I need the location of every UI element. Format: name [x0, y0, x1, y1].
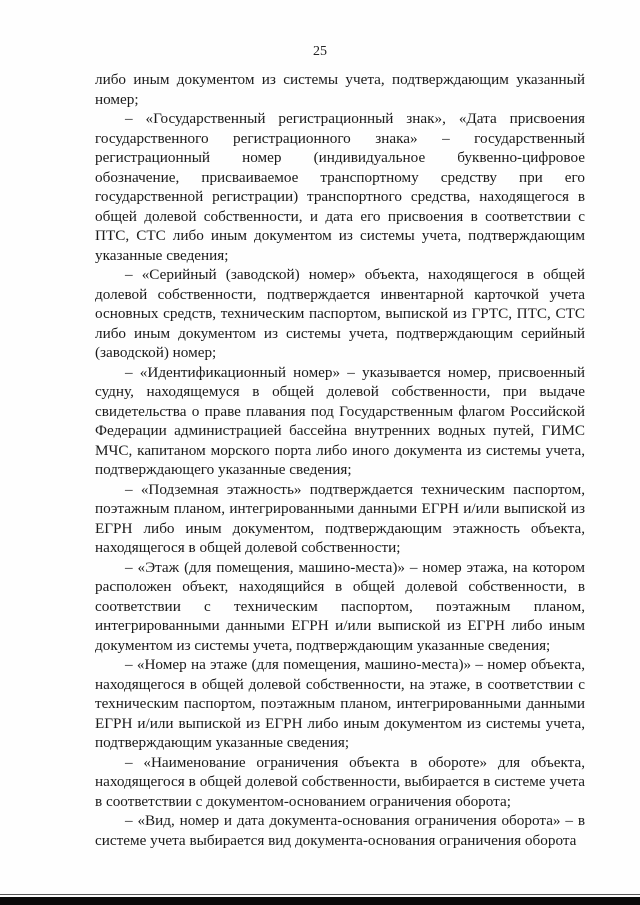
paragraph-restriction-name: – «Наименование ограничения объекта в обороте» для объекта, находящегося в общей долевой собственности, выбирается в системе учета в соответствии с документом-основанием ограничения оборота;	[95, 753, 585, 810]
page-number: 25	[313, 44, 327, 59]
paragraph-number-on-floor: – «Номер на этаже (для помещения, машино-места)» – номер объекта, находящегося в общей долевой собственности, на этаже, в соответствии с техническим паспортом, поэтажным планом, интегрированными данными ЕГРН и/или выпиской из ЕГРН либо иным документом из системы учета, подтверждающим указанные сведения;	[95, 656, 585, 751]
scan-edge-line	[0, 894, 640, 895]
paragraph-registration-plate: – «Государственный регистрационный знак», «Дата присвоения государственного регистрационного знака» – государственный регистрационный номер (индивидуальное буквенно-цифровое обозначение, присваиваемое транспортному средству при его государственной регистрации) транспортного средства, находящегося в общей долевой собственности, и дата его присвоения в соответствии с ПТС, СТС либо иным документом из системы учета, подтверждающим указанные сведения;	[95, 110, 585, 264]
paragraph-floor: – «Этаж (для помещения, машино-места)» – номер этажа, на котором расположен объект, находящийся в общей долевой собственности, в соответствии с техническим паспортом, поэтажным планом, интегрированными данными ЕГРН и/или выпиской из ЕГРН либо иным документом из системы учета, подтверждающим указанные сведения;	[95, 558, 585, 654]
paragraph-serial-number: – «Серийный (заводской) номер» объекта, находящегося в общей долевой собственности, подтверждается инвентарной карточкой учета основных средств, техническим паспортом, выпиской из ГРТС, ПТС, СТС либо иным документом из системы учета, подтверждающим серийный (заводской) номер;	[95, 266, 585, 361]
paragraph-underground-floors: – «Подземная этажность» подтверждается техническим паспортом, поэтажным планом, интегрированными данными ЕГРН и/или выпиской из ЕГРН либо иным документом, подтверждающим этажность объекта, находящегося в общей долевой собственности;	[95, 480, 585, 556]
paragraph-restriction-document: – «Вид, номер и дата документа-основания ограничения оборота» – в системе учета выбирается вид документа-основания ограничения оборота	[95, 812, 585, 849]
paragraph-identification-number: – «Идентификационный номер» – указывается номер, присвоенный судну, находящемуся в общей долевой собственности, при выдаче свидетельства о праве плавания под Государственным флагом Российской Федерации администрацией бассейна внутренних водных путей, ГИМС МЧС, капитаном морского порта либо иного документа из системы учета, подтверждающего указанные сведения;	[95, 363, 585, 478]
scan-bottom-edge	[0, 897, 640, 905]
paragraph-continuation: либо иным документом из системы учета, подтверждающим указанный номер;	[95, 71, 585, 108]
document-body	[95, 70, 585, 850]
